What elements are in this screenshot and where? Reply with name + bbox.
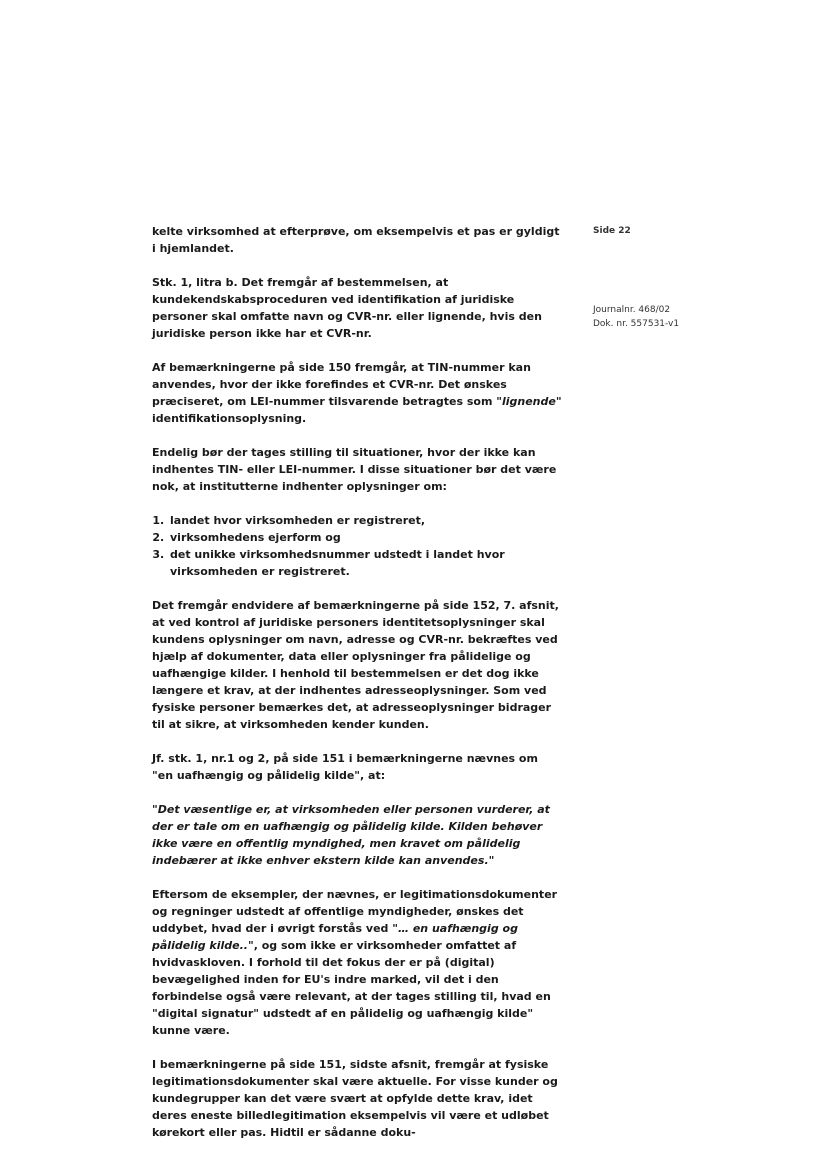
paragraph-5: Det fremgår endvidere af bemærkningerne på side 152, 7. afsnit, at ved kontrol af juridiske personers identitetsoplysninger skal kundens oplysninger om navn, adresse og CVR-nr. bekræftes ved hjælp af dokumenter, data eller oplysninger fra pålidelige og uafhængige kilder. I henhold til bestemmelsen er det dog ikke længere et krav, at der indhentes adresseoplysninger. Som ved fysiske personer bemærkes det, at adresseoplysninger bidrager til at sikre, at virksomheden kender kunden.: [152, 599, 559, 731]
paragraph-2: Stk. 1, litra b. Det fremgår af bestemmelsen, at kundekendskabsproceduren ved identifikation af juridiske personer skal omfatte navn og CVR-nr. eller lignende, hvis den juridiske person ikke har et CVR-nr.: [152, 276, 542, 340]
numbered-list: [152, 512, 562, 580]
list-item: 3. det unikke virksomhedsnummer udstedt i landet hvor virksomheden er registreret.: [168, 546, 562, 580]
paragraph-7-tail: , og som ikke er virksomheder omfattet af hvidvaskloven. I forhold til det fokus der er på (digital) bevægelighed inden for EU's indre marked, vil det i den forbindelse også være relevant, at der tages stilling til, hvad en "digital signatur" udstedt af en pålidelig og uafhængig kilde" kunne være.: [152, 939, 551, 1037]
paragraph-3-text: Af bemærkningerne på side 150 fremgår, at TIN-nummer kan anvendes, hvor der ikke forefindes et CVR-nr. Det ønskes præciseret, om LEI-nummer tilsvarende betragtes som: [152, 361, 531, 408]
list-item: 2. virksomhedens ejerform og: [168, 529, 562, 546]
paragraph-3-emphasis: "lignende": [496, 395, 562, 408]
paragraph-7: [152, 886, 562, 1039]
paragraph-1: kelte virksomhed at efterprøve, om eksempelvis et pas er gyldigt i hjemlandet.: [152, 225, 560, 255]
paragraph-7-text: Eftersom de eksempler, der nævnes, er legitimationsdokumenter og regninger udstedt af offentlige myndigheder, ønskes det uddybet, hvad der i øvrigt forstås ved: [152, 888, 558, 935]
paragraph-3: [152, 359, 562, 427]
paragraph-6: Jf. stk. 1, nr.1 og 2, på side 151 i bemærkningerne nævnes om "en uafhængig og pålidelig kilde", at:: [152, 752, 538, 782]
list-item: 1. landet hvor virksomheden er registreret,: [168, 512, 562, 529]
journal-number: Journalnr. 468/02: [593, 305, 671, 315]
paragraph-7-emphasis: "… en uafhængig og pålidelig kilde..": [152, 922, 518, 952]
document-reference: [593, 303, 679, 331]
body-text: [152, 223, 562, 1158]
block-quote: "Det væsentlige er, at virksomheden eller personen vurderer, at der er tale om en uafhængig og pålidelig kilde. Kilden behøver ikke være en offentlig myndighed, men kravet om pålidelig indebærer at ikke enhver ekstern kilde kan anvendes.": [152, 803, 550, 867]
document-number: Dok. nr. 557531-v1: [593, 319, 680, 329]
paragraph-4: Endelig bør der tages stilling til situationer, hvor der ikke kan indhentes TIN- eller LEI-nummer. I disse situationer bør det være nok, at institutterne indhenter oplysninger om:: [152, 446, 557, 493]
paragraph-8: I bemærkningerne på side 151, sidste afsnit, fremgår at fysiske legitimationsdokumenter skal være aktuelle. For visse kunder og kundegrupper kan det være svært at opfylde dette krav, idet deres eneste billedlegitimation eksempelvis vil være et udløbet kørekort eller pas. Hidtil er sådanne doku-: [152, 1058, 558, 1139]
page-number: Side 22: [593, 226, 631, 236]
paragraph-3-tail: identifikationsoplysning.: [152, 412, 307, 425]
